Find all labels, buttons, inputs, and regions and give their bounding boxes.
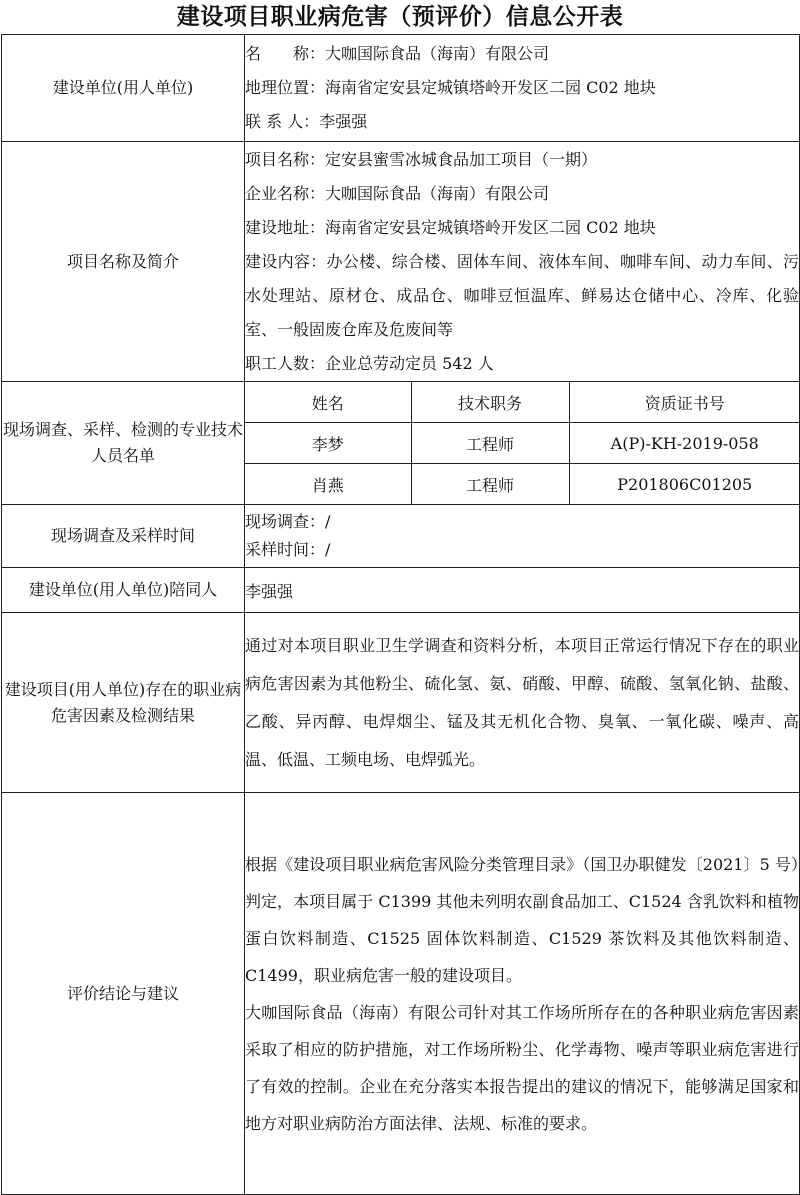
unit-location-line	[245, 71, 799, 105]
unit-location-value: 海南省定安县定城镇塔岭开发区二园 C02 地块	[325, 78, 656, 97]
hazards-label: 建设项目(用人单位)存在的职业病危害因素及检测结果	[2, 613, 245, 793]
unit-name-line	[245, 37, 799, 71]
row-conclusion	[2, 793, 800, 1195]
info-table	[1, 34, 800, 1195]
conclusion-paragraph-2: 大咖国际食品（海南）有限公司针对其工作场所所存在的各种职业病危害因素采取了相应的防护措施，对工作场所粉尘、化学毒物、噪声等职业病危害进行了有效的控制。企业在充分落实本报告提出的建议的情况下，能够满足国家和地方对职业病防治方面法律、法规、标准的要求。	[245, 1002, 799, 1133]
unit-label: 建设单位(用人单位)	[2, 35, 245, 142]
unit-location-key: 地理位置：	[245, 78, 326, 97]
personnel-row	[245, 464, 800, 505]
personnel-cert: A(P)-KH-2019-058	[569, 423, 800, 464]
row-project	[2, 142, 800, 382]
row-escort	[2, 568, 800, 613]
project-content-value: 办公楼、综合楼、固体车间、液体车间、咖啡车间、动力车间、污水处理站、原材仓、成品仓、咖啡豆恒温库、鲜易达仓储中心、冷库、化验室、一般固废仓库及危废间等	[245, 251, 799, 339]
conclusion-paragraph-1: 根据《建设项目职业病危害风险分类管理目录》（国卫办职健发〔2021〕5 号）判定，本项目属于 C1399 其他未列明农副食品加工、C1524 含乳饮料和植物蛋白饮料制造、C1525 固体饮料制造、C1529 茶饮料及其他饮料制造、C1499，职业病危害一般的建设项目。	[245, 854, 799, 985]
personnel-title: 工程师	[411, 423, 569, 464]
survey-time-label: 现场调查及采样时间	[2, 505, 245, 568]
hazards-text: 通过对本项目职业卫生学调查和资料分析，本项目正常运行情况下存在的职业病危害因素为其他粉尘、硫化氢、氨、硝酸、甲醇、硫酸、氢氧化钠、盐酸、乙酸、异丙醇、电焊烟尘、锰及其无机化合物、臭氧、一氧化碳、噪声、高温、低温、工频电场、电焊弧光。	[245, 635, 799, 769]
project-address-value: 海南省定安县定城镇塔岭开发区二园 C02 地块	[325, 217, 656, 237]
personnel-cert: P201806C01205	[569, 464, 800, 505]
personnel-title: 工程师	[411, 464, 569, 505]
personnel-name: 李梦	[245, 423, 411, 464]
project-company-key: 企业名称：	[245, 183, 326, 203]
personnel-row	[245, 423, 800, 464]
project-label: 项目名称及简介	[2, 142, 245, 382]
personnel-header-row	[245, 382, 800, 423]
survey-line: 现场调查：/	[245, 512, 331, 531]
project-name-key: 项目名称：	[245, 149, 326, 169]
project-content	[245, 142, 800, 382]
project-staff-line	[245, 347, 799, 381]
project-name-line	[245, 143, 799, 177]
project-name-value: 定安县蜜雪冰城食品加工项目（一期）	[325, 149, 598, 169]
personnel-content	[245, 382, 800, 505]
project-company-value: 大咖国际食品（海南）有限公司	[325, 183, 550, 203]
personnel-name: 肖燕	[245, 464, 411, 505]
unit-contact-key: 联 系 人：	[245, 112, 320, 131]
unit-name-value: 大咖国际食品（海南）有限公司	[325, 44, 550, 63]
survey-time-content	[245, 505, 800, 568]
personnel-header-name: 姓名	[311, 393, 344, 413]
sampling-line: 采样时间：/	[245, 540, 331, 559]
personnel-header-title: 技术职务	[411, 382, 569, 423]
personnel-table	[245, 382, 800, 504]
conclusion-label: 评价结论与建议	[2, 793, 245, 1195]
conclusion-content	[245, 793, 800, 1195]
project-staff-value: 企业总劳动定员 542 人	[325, 353, 494, 373]
page-title: 建设项目职业病危害（预评价）信息公开表	[176, 4, 624, 30]
project-content-paragraph	[245, 245, 799, 347]
personnel-header-cert: 资质证书号	[569, 382, 800, 423]
unit-contact-line	[245, 105, 799, 139]
hazards-content	[245, 613, 800, 793]
row-survey-time	[2, 505, 800, 568]
project-staff-key: 职工人数：	[245, 353, 326, 373]
unit-contact-value: 李强强	[319, 112, 368, 131]
project-company-line	[245, 177, 799, 211]
row-personnel	[2, 382, 800, 505]
project-content-key: 建设内容：	[245, 251, 327, 271]
escort-value: 李强强	[245, 568, 800, 613]
personnel-label: 现场调查、采样、检测的专业技术人员名单	[2, 382, 245, 505]
row-hazards	[2, 613, 800, 793]
escort-label: 建设单位(用人单位)陪同人	[2, 568, 245, 613]
unit-content	[245, 35, 800, 142]
project-address-line	[245, 211, 799, 245]
row-unit	[2, 35, 800, 142]
unit-name-key: 名 称：	[245, 44, 326, 63]
project-address-key: 建设地址：	[245, 217, 326, 237]
